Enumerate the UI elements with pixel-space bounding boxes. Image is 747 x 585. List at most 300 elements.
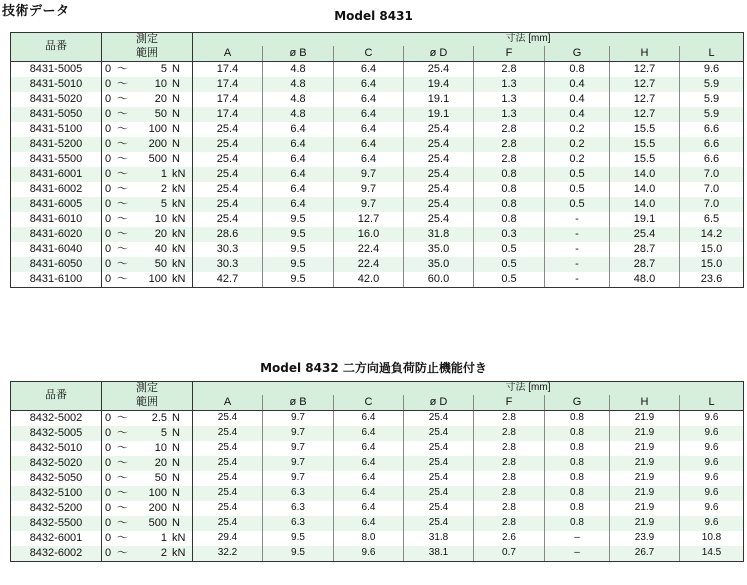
range-unit: N bbox=[172, 456, 180, 469]
table-row bbox=[11, 107, 744, 122]
range-max: 5 bbox=[160, 197, 167, 210]
range-max: 100 bbox=[148, 122, 167, 135]
header-part-number: 品番 bbox=[11, 33, 102, 62]
range-separator: ～ bbox=[117, 197, 128, 210]
header-col-f: F bbox=[474, 46, 545, 61]
part-number: 8432-5002 bbox=[11, 410, 102, 426]
dim-a: 25.4 bbox=[193, 456, 263, 471]
table-row bbox=[11, 77, 744, 92]
header-col-a: A bbox=[193, 395, 263, 410]
dim-d: 19.4 bbox=[404, 77, 474, 92]
range-min: 0 bbox=[105, 212, 112, 225]
dim-f: 0.5 bbox=[474, 257, 545, 272]
range-separator: ～ bbox=[117, 411, 128, 424]
header-col-g: G bbox=[545, 395, 610, 410]
dim-f: 2.8 bbox=[474, 122, 545, 137]
range-min: 0 bbox=[105, 426, 112, 439]
range-separator: ～ bbox=[117, 272, 128, 285]
dim-c: 9.6 bbox=[334, 546, 404, 562]
dim-c: 22.4 bbox=[334, 257, 404, 272]
dim-a: 29.4 bbox=[193, 531, 263, 546]
dim-l: 15.0 bbox=[680, 242, 744, 257]
range-min: 0 bbox=[105, 471, 112, 484]
dim-f: 2.8 bbox=[474, 471, 545, 486]
measuring-range bbox=[102, 441, 193, 456]
model-8432-spec-table bbox=[10, 381, 744, 562]
range-max: 50 bbox=[154, 107, 167, 120]
range-unit: N bbox=[172, 501, 180, 514]
range-separator: ～ bbox=[117, 441, 128, 454]
header-range-line2: 範囲 bbox=[136, 395, 158, 408]
range-max: 5 bbox=[160, 62, 167, 75]
header-col-h: H bbox=[610, 46, 680, 61]
table-row bbox=[11, 546, 744, 562]
dim-l: 14.2 bbox=[680, 227, 744, 242]
range-min: 0 bbox=[105, 272, 112, 285]
dim-f: 0.8 bbox=[474, 182, 545, 197]
dim-f: 0.8 bbox=[474, 167, 545, 182]
dim-c: 16.0 bbox=[334, 227, 404, 242]
measuring-range bbox=[102, 501, 193, 516]
dim-h: 48.0 bbox=[610, 272, 680, 288]
dim-c: 6.4 bbox=[334, 122, 404, 137]
header-col-d: ø D bbox=[404, 395, 474, 410]
dim-b: 9.5 bbox=[263, 212, 334, 227]
part-number: 8431-6010 bbox=[11, 212, 102, 227]
dim-b: 4.8 bbox=[263, 107, 334, 122]
table-row bbox=[11, 441, 744, 456]
range-max: 100 bbox=[148, 272, 167, 285]
dim-g: 0.4 bbox=[545, 107, 610, 122]
range-separator: ～ bbox=[117, 92, 128, 105]
dim-a: 25.4 bbox=[193, 441, 263, 456]
dim-h: 21.9 bbox=[610, 426, 680, 441]
dim-a: 25.4 bbox=[193, 152, 263, 167]
header-col-c: C bbox=[334, 395, 404, 410]
dim-a: 32.2 bbox=[193, 546, 263, 562]
dim-c: 6.4 bbox=[334, 137, 404, 152]
part-number: 8432-5050 bbox=[11, 471, 102, 486]
range-min: 0 bbox=[105, 62, 112, 75]
dim-h: 19.1 bbox=[610, 212, 680, 227]
dim-f: 2.8 bbox=[474, 137, 545, 152]
measuring-range bbox=[102, 456, 193, 471]
dim-c: 9.7 bbox=[334, 167, 404, 182]
range-unit: kN bbox=[172, 531, 186, 544]
dim-c: 6.4 bbox=[334, 441, 404, 456]
measuring-range bbox=[102, 152, 193, 167]
dim-l: 7.0 bbox=[680, 182, 744, 197]
dim-h: 21.9 bbox=[610, 501, 680, 516]
dim-g: - bbox=[545, 227, 610, 242]
dim-g: 0.8 bbox=[545, 501, 610, 516]
dim-g: 0.8 bbox=[545, 516, 610, 531]
range-separator: ～ bbox=[117, 242, 128, 255]
measuring-range bbox=[102, 182, 193, 197]
dim-b: 6.3 bbox=[263, 516, 334, 531]
dim-f: 2.8 bbox=[474, 456, 545, 471]
measuring-range bbox=[102, 107, 193, 122]
range-max: 2 bbox=[160, 546, 167, 559]
dim-b: 6.3 bbox=[263, 486, 334, 501]
dim-g: 0.8 bbox=[545, 486, 610, 501]
dim-g: 0.8 bbox=[545, 456, 610, 471]
range-unit: kN bbox=[172, 197, 186, 210]
dim-h: 12.7 bbox=[610, 107, 680, 122]
dim-l: 7.0 bbox=[680, 197, 744, 212]
part-number: 8432-5500 bbox=[11, 516, 102, 531]
dim-l: 5.9 bbox=[680, 77, 744, 92]
dim-d: 25.4 bbox=[404, 167, 474, 182]
range-unit: kN bbox=[172, 167, 186, 180]
table-row bbox=[11, 167, 744, 182]
measuring-range bbox=[102, 272, 193, 288]
table-row bbox=[11, 152, 744, 167]
dim-l: 5.9 bbox=[680, 107, 744, 122]
dim-f: 2.8 bbox=[474, 61, 545, 77]
header-col-l: L bbox=[680, 395, 744, 410]
dim-l: 23.6 bbox=[680, 272, 744, 288]
dim-b: 9.5 bbox=[263, 531, 334, 546]
header-range-line1: 測定 bbox=[136, 382, 158, 394]
part-number: 8431-6020 bbox=[11, 227, 102, 242]
table-row bbox=[11, 257, 744, 272]
dim-b: 9.7 bbox=[263, 456, 334, 471]
range-min: 0 bbox=[105, 501, 112, 514]
dim-f: 2.8 bbox=[474, 501, 545, 516]
measuring-range bbox=[102, 122, 193, 137]
range-min: 0 bbox=[105, 152, 112, 165]
range-separator: ～ bbox=[117, 531, 128, 544]
range-separator: ～ bbox=[117, 486, 128, 499]
measuring-range bbox=[102, 257, 193, 272]
page-heading: 技術データ bbox=[2, 4, 70, 19]
range-unit: N bbox=[172, 122, 180, 135]
dim-h: 14.0 bbox=[610, 167, 680, 182]
measuring-range bbox=[102, 137, 193, 152]
dim-h: 21.9 bbox=[610, 471, 680, 486]
header-col-a: A bbox=[193, 46, 263, 61]
dim-h: 12.7 bbox=[610, 77, 680, 92]
dim-g: 0.4 bbox=[545, 77, 610, 92]
range-min: 0 bbox=[105, 531, 112, 544]
dim-a: 25.4 bbox=[193, 426, 263, 441]
dim-d: 19.1 bbox=[404, 107, 474, 122]
table-row bbox=[11, 516, 744, 531]
dim-c: 6.4 bbox=[334, 426, 404, 441]
dim-g: 0.8 bbox=[545, 410, 610, 426]
dim-c: 42.0 bbox=[334, 272, 404, 288]
measuring-range bbox=[102, 410, 193, 426]
dim-d: 25.4 bbox=[404, 471, 474, 486]
range-separator: ～ bbox=[117, 182, 128, 195]
dim-l: 5.9 bbox=[680, 92, 744, 107]
table-row bbox=[11, 410, 744, 426]
part-number: 8431-5050 bbox=[11, 107, 102, 122]
header-col-l: L bbox=[680, 46, 744, 61]
part-number: 8432-5200 bbox=[11, 501, 102, 516]
measuring-range bbox=[102, 471, 193, 486]
range-min: 0 bbox=[105, 456, 112, 469]
dim-c: 6.4 bbox=[334, 456, 404, 471]
part-number: 8431-6040 bbox=[11, 242, 102, 257]
dim-l: 9.6 bbox=[680, 61, 744, 77]
table-row bbox=[11, 227, 744, 242]
dim-b: 6.4 bbox=[263, 137, 334, 152]
header-measuring-range bbox=[102, 33, 193, 62]
dim-b: 4.8 bbox=[263, 77, 334, 92]
dim-a: 25.4 bbox=[193, 410, 263, 426]
range-unit: N bbox=[172, 516, 180, 529]
dim-a: 25.4 bbox=[193, 122, 263, 137]
dim-g: 0.8 bbox=[545, 426, 610, 441]
dim-c: 9.7 bbox=[334, 197, 404, 212]
range-min: 0 bbox=[105, 227, 112, 240]
dim-d: 25.4 bbox=[404, 152, 474, 167]
dim-h: 28.7 bbox=[610, 242, 680, 257]
dim-h: 28.7 bbox=[610, 257, 680, 272]
dim-h: 21.9 bbox=[610, 486, 680, 501]
range-min: 0 bbox=[105, 122, 112, 135]
range-min: 0 bbox=[105, 77, 112, 90]
dim-l: 10.8 bbox=[680, 531, 744, 546]
range-max: 2 bbox=[160, 182, 167, 195]
dim-b: 6.4 bbox=[263, 152, 334, 167]
range-separator: ～ bbox=[117, 456, 128, 469]
table-row bbox=[11, 212, 744, 227]
dim-d: 25.4 bbox=[404, 122, 474, 137]
dim-b: 6.4 bbox=[263, 197, 334, 212]
dim-d: 31.8 bbox=[404, 227, 474, 242]
dim-c: 6.4 bbox=[334, 486, 404, 501]
range-max: 50 bbox=[154, 471, 167, 484]
table-row bbox=[11, 122, 744, 137]
measuring-range bbox=[102, 92, 193, 107]
dim-l: 9.6 bbox=[680, 486, 744, 501]
dim-f: 1.3 bbox=[474, 107, 545, 122]
dim-b: 9.5 bbox=[263, 257, 334, 272]
table-row bbox=[11, 242, 744, 257]
table-row bbox=[11, 486, 744, 501]
range-min: 0 bbox=[105, 257, 112, 270]
range-max: 1 bbox=[160, 531, 167, 544]
measuring-range bbox=[102, 212, 193, 227]
range-unit: kN bbox=[172, 227, 186, 240]
dim-g: 0.8 bbox=[545, 441, 610, 456]
dim-g: 0.2 bbox=[545, 152, 610, 167]
dim-b: 9.5 bbox=[263, 227, 334, 242]
part-number: 8431-5500 bbox=[11, 152, 102, 167]
dim-c: 6.4 bbox=[334, 501, 404, 516]
dim-b: 9.5 bbox=[263, 546, 334, 562]
range-min: 0 bbox=[105, 167, 112, 180]
range-separator: ～ bbox=[117, 137, 128, 150]
dim-b: 6.3 bbox=[263, 501, 334, 516]
part-number: 8431-5005 bbox=[11, 61, 102, 77]
range-unit: N bbox=[172, 152, 180, 165]
dim-b: 4.8 bbox=[263, 92, 334, 107]
dim-g: 0.2 bbox=[545, 122, 610, 137]
dim-d: 25.4 bbox=[404, 61, 474, 77]
dim-a: 25.4 bbox=[193, 486, 263, 501]
dim-c: 6.4 bbox=[334, 92, 404, 107]
dim-d: 25.4 bbox=[404, 486, 474, 501]
dim-d: 60.0 bbox=[404, 272, 474, 288]
range-max: 100 bbox=[148, 486, 167, 499]
range-max: 20 bbox=[154, 227, 167, 240]
dim-h: 12.7 bbox=[610, 61, 680, 77]
dim-f: 0.8 bbox=[474, 197, 545, 212]
part-number: 8431-6002 bbox=[11, 182, 102, 197]
dim-b: 6.4 bbox=[263, 122, 334, 137]
dim-l: 9.6 bbox=[680, 501, 744, 516]
range-max: 200 bbox=[148, 501, 167, 514]
range-max: 20 bbox=[154, 92, 167, 105]
dim-h: 15.5 bbox=[610, 122, 680, 137]
part-number: 8432-6001 bbox=[11, 531, 102, 546]
dim-c: 6.4 bbox=[334, 471, 404, 486]
dim-d: 25.4 bbox=[404, 501, 474, 516]
dim-c: 6.4 bbox=[334, 107, 404, 122]
dim-a: 25.4 bbox=[193, 197, 263, 212]
header-range-line1: 測定 bbox=[136, 33, 158, 45]
measuring-range bbox=[102, 227, 193, 242]
dim-h: 14.0 bbox=[610, 197, 680, 212]
range-separator: ～ bbox=[117, 62, 128, 75]
dim-c: 6.4 bbox=[334, 152, 404, 167]
header-part-number: 品番 bbox=[11, 382, 102, 411]
dim-f: 1.3 bbox=[474, 92, 545, 107]
range-max: 1 bbox=[160, 167, 167, 180]
dim-a: 17.4 bbox=[193, 92, 263, 107]
part-number: 8432-6002 bbox=[11, 546, 102, 562]
part-number: 8431-6001 bbox=[11, 167, 102, 182]
dim-a: 25.4 bbox=[193, 182, 263, 197]
dim-l: 6.6 bbox=[680, 152, 744, 167]
range-min: 0 bbox=[105, 182, 112, 195]
range-separator: ～ bbox=[117, 212, 128, 225]
model-8431-spec-table bbox=[10, 32, 744, 288]
dim-h: 14.0 bbox=[610, 182, 680, 197]
part-number: 8432-5010 bbox=[11, 441, 102, 456]
range-unit: N bbox=[172, 471, 180, 484]
dim-a: 25.4 bbox=[193, 501, 263, 516]
dim-d: 25.4 bbox=[404, 426, 474, 441]
table-row bbox=[11, 197, 744, 212]
measuring-range bbox=[102, 197, 193, 212]
range-max: 40 bbox=[154, 242, 167, 255]
range-unit: kN bbox=[172, 272, 186, 285]
dim-h: 12.7 bbox=[610, 92, 680, 107]
dim-l: 9.6 bbox=[680, 456, 744, 471]
dim-a: 25.4 bbox=[193, 137, 263, 152]
dim-c: 9.7 bbox=[334, 182, 404, 197]
table-row bbox=[11, 456, 744, 471]
dim-f: 2.8 bbox=[474, 486, 545, 501]
range-max: 20 bbox=[154, 456, 167, 469]
dim-l: 6.6 bbox=[680, 122, 744, 137]
measuring-range bbox=[102, 546, 193, 562]
dim-a: 17.4 bbox=[193, 61, 263, 77]
dim-b: 4.8 bbox=[263, 61, 334, 77]
range-separator: ～ bbox=[117, 426, 128, 439]
model-8431-title: Model 8431 bbox=[334, 9, 413, 23]
dim-f: 0.7 bbox=[474, 546, 545, 562]
dim-f: 0.3 bbox=[474, 227, 545, 242]
part-number: 8431-5010 bbox=[11, 77, 102, 92]
range-unit: kN bbox=[172, 257, 186, 270]
range-unit: N bbox=[172, 411, 180, 424]
part-number: 8431-6050 bbox=[11, 257, 102, 272]
dim-d: 25.4 bbox=[404, 197, 474, 212]
dim-l: 9.6 bbox=[680, 516, 744, 531]
dim-g: 0.4 bbox=[545, 92, 610, 107]
range-max: 5 bbox=[160, 426, 167, 439]
dim-h: 26.7 bbox=[610, 546, 680, 562]
dim-d: 25.4 bbox=[404, 410, 474, 426]
range-separator: ～ bbox=[117, 122, 128, 135]
header-dimensions: 寸法 [mm] bbox=[193, 382, 744, 395]
dim-b: 6.4 bbox=[263, 167, 334, 182]
range-separator: ～ bbox=[117, 77, 128, 90]
dim-c: 6.4 bbox=[334, 410, 404, 426]
dim-d: 31.8 bbox=[404, 531, 474, 546]
range-min: 0 bbox=[105, 107, 112, 120]
range-separator: ～ bbox=[117, 516, 128, 529]
range-min: 0 bbox=[105, 92, 112, 105]
dim-h: 15.5 bbox=[610, 137, 680, 152]
dim-h: 21.9 bbox=[610, 410, 680, 426]
dim-h: 21.9 bbox=[610, 516, 680, 531]
dim-f: 0.8 bbox=[474, 212, 545, 227]
part-number: 8431-6100 bbox=[11, 272, 102, 288]
dim-g: 0.5 bbox=[545, 197, 610, 212]
dim-l: 15.0 bbox=[680, 257, 744, 272]
dim-g: – bbox=[545, 531, 610, 546]
range-min: 0 bbox=[105, 137, 112, 150]
dim-a: 17.4 bbox=[193, 107, 263, 122]
dim-h: 25.4 bbox=[610, 227, 680, 242]
table-row bbox=[11, 182, 744, 197]
dim-a: 30.3 bbox=[193, 257, 263, 272]
header-col-f: F bbox=[474, 395, 545, 410]
dim-f: 0.5 bbox=[474, 242, 545, 257]
measuring-range bbox=[102, 516, 193, 531]
dim-c: 12.7 bbox=[334, 212, 404, 227]
dim-a: 28.6 bbox=[193, 227, 263, 242]
header-col-d: ø D bbox=[404, 46, 474, 61]
range-min: 0 bbox=[105, 516, 112, 529]
dim-g: - bbox=[545, 242, 610, 257]
dim-g: - bbox=[545, 257, 610, 272]
header-col-b: ø B bbox=[263, 46, 334, 61]
dim-a: 42.7 bbox=[193, 272, 263, 288]
dim-d: 35.0 bbox=[404, 257, 474, 272]
table-row bbox=[11, 272, 744, 288]
range-min: 0 bbox=[105, 441, 112, 454]
dim-a: 25.4 bbox=[193, 471, 263, 486]
part-number: 8431-5020 bbox=[11, 92, 102, 107]
dim-l: 14.5 bbox=[680, 546, 744, 562]
dim-h: 21.9 bbox=[610, 441, 680, 456]
dim-b: 6.4 bbox=[263, 182, 334, 197]
dim-b: 9.7 bbox=[263, 410, 334, 426]
range-min: 0 bbox=[105, 411, 112, 424]
range-min: 0 bbox=[105, 242, 112, 255]
measuring-range bbox=[102, 61, 193, 77]
dim-f: 0.5 bbox=[474, 272, 545, 288]
range-unit: kN bbox=[172, 182, 186, 195]
